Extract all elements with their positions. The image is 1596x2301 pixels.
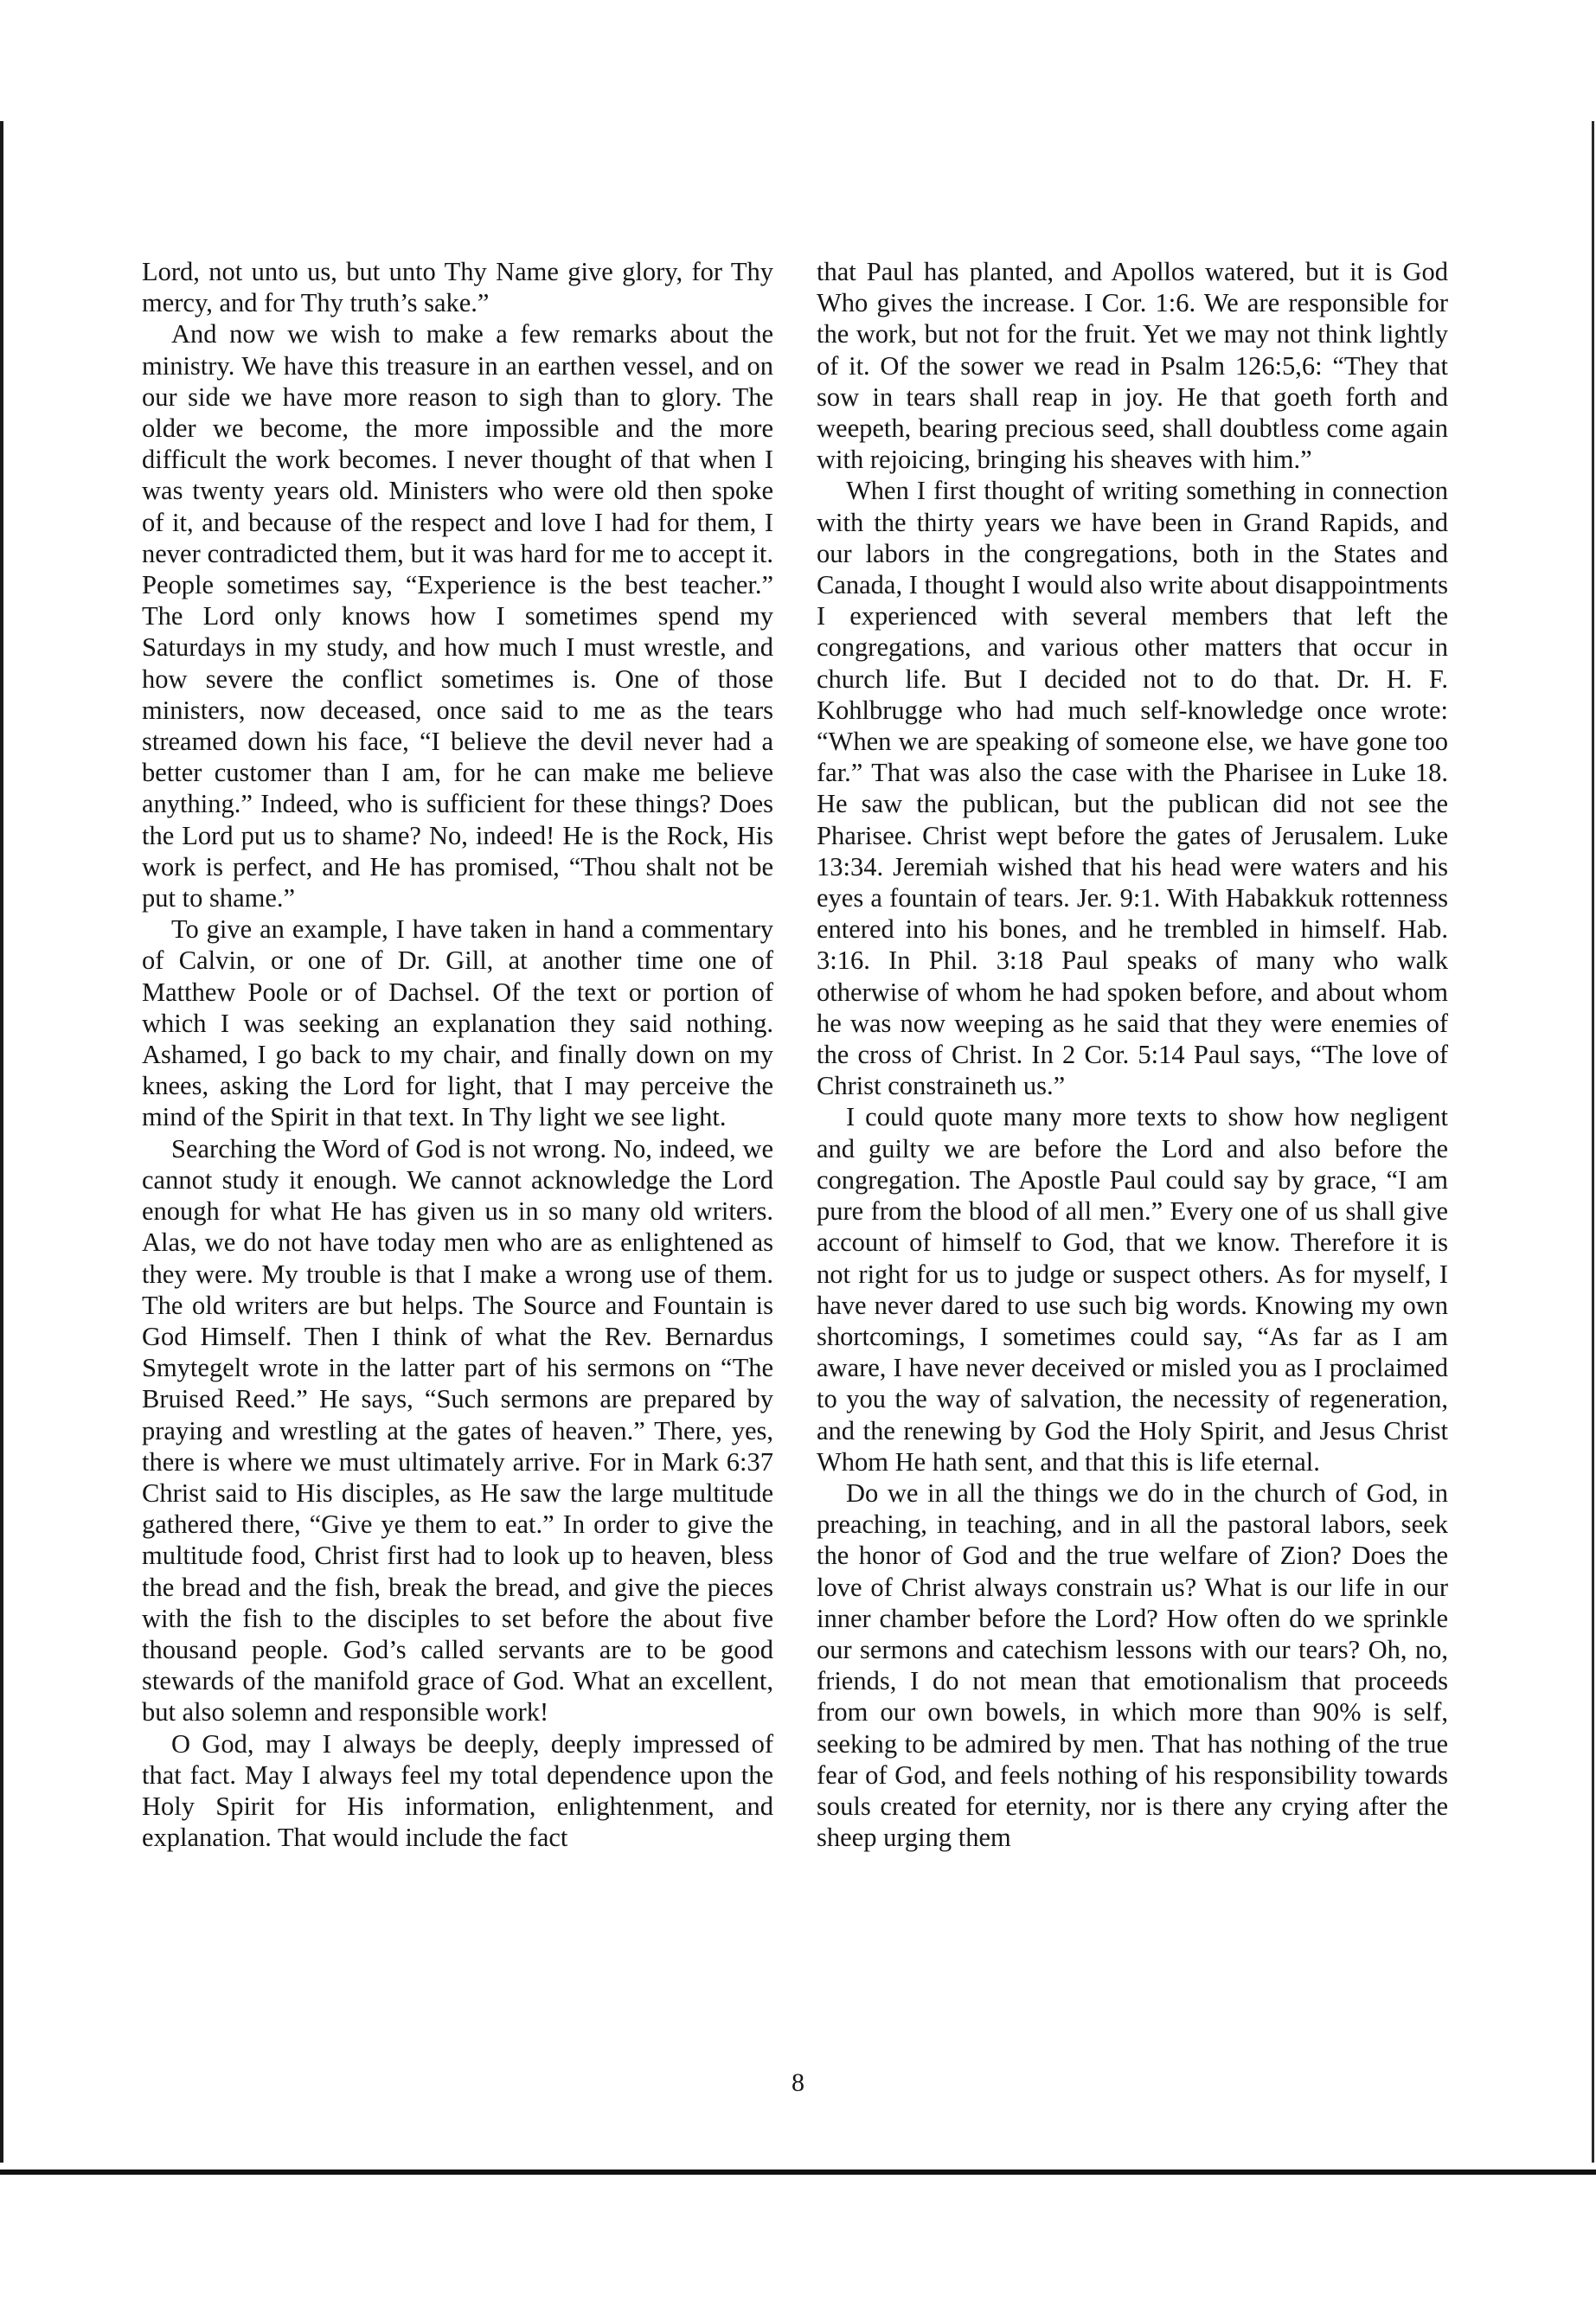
paragraph: Do we in all the things we do in the church of God, in preaching, in teaching, and in all the pastoral labors, seek the honor of God and the true welfare of Zion? Does the love of Christ always constrain us? What is our life in our inner chamber before the Lord? How often do we sprinkle our sermons and catechism lessons with our tears? Oh, no, friends, I do not mean that emotionalism that proceeds from our own bowels, in which more than 90% is self, seeking to be admired by men. That has nothing of the true fear of God, and feels nothing of his responsibility towards souls created for eternity, nor is there any crying after the sheep urging them [817, 1477, 1448, 1853]
left-column [142, 256, 773, 1853]
paragraph: O God, may I always be deeply, deeply impressed of that fact. May I always feel my total dependence upon the Holy Spirit for His information, enlightenment, and explanation. That would include the fact [142, 1728, 773, 1853]
paragraph: Lord, not unto us, but unto Thy Name give glory, for Thy mercy, and for Thy truth’s sake.” [142, 257, 773, 318]
right-column [817, 256, 1448, 1853]
paragraph: I could quote many more texts to show how negligent and guilty we are before the Lord and also before the congregation. The Apostle Paul could say by grace, “I am pure from the blood of all men.” Every one of us shall give account of himself to God, that we know. Therefore it is not right for us to judge or suspect others. As for myself, I have never dared to use such big words. Knowing my own shortcomings, I sometimes could say, “As far as I am aware, I have never deceived or misled you as I proclaimed to you the way of salvation, the necessity of regeneration, and the renewing by God the Holy Spirit, and Jesus Christ Whom He hath sent, and that this is life eternal. [817, 1102, 1448, 1477]
scan-edge-right [1592, 121, 1594, 2163]
scan-bottom-rule [0, 2170, 1596, 2175]
scan-edge-left [0, 121, 3, 2163]
page-number: 8 [792, 2068, 804, 2097]
paragraph: To give an example, I have taken in hand a commentary of Calvin, or one of Dr. Gill, at another time one of Matthew Poole or of Dachsel. Of the text or portion of which I was seeking an explanation they said nothing. Ashamed, I go back to my chair, and finally down on my knees, asking the Lord for light, that I may perceive the mind of the Spirit in that text. In Thy light we see light. [142, 914, 773, 1132]
paragraph: Searching the Word of God is not wrong. No, indeed, we cannot study it enough. We cannot acknowledge the Lord enough for what He has given us in so many old writers. Alas, we do not have today men who are as enlightened as they were. My trouble is that I make a wrong use of them. The old writers are but helps. The Source and Fountain is God Himself. Then I think of what the Rev. Bernardus Smytegelt wrote in the latter part of his sermons on “The Bruised Reed.” He says, “Such sermons are prepared by praying and wrestling at the gates of heaven.” There, yes, there is where we must ultimately arrive. For in Mark 6:37 Christ said to His disciples, as He saw the large multitude gathered there, “Give ye them to eat.” In order to give the multitude food, Christ first had to look up to heaven, bless the bread and the fish, break the bread, and give the pieces with the fish to the disciples to set before the about five thousand people. God’s called servants are to be good stewards of the manifold grace of God. What an excellent, but also solemn and responsible work! [142, 1133, 773, 1727]
paragraph: And now we wish to make a few remarks about the ministry. We have this treasure in an earthen vessel, and on our side we have more reason to sigh than to glory. The older we become, the more impossible and the more difficult the work becomes. I never thought of that when I was twenty years old. Ministers who were old then spoke of it, and because of the respect and love I had for them, I never contradicted them, but it was hard for me to accept it. People sometimes say, “Experience is the best teacher.” The Lord only knows how I sometimes spend my Saturdays in my study, and how much I must wrestle, and how severe the conflict sometimes is. One of those ministers, now deceased, once said to me as the tears streamed down his face, “I believe the devil never had a better customer than I am, for he can make me believe anything.” Indeed, who is sufficient for these things? Does the Lord put us to shame? No, indeed! He is the Rock, His work is perfect, and He has promised, “Thou shalt not be put to shame.” [142, 319, 773, 913]
paragraph: that Paul has planted, and Apollos watered, but it is God Who gives the increase. I Cor. 1:6. We are responsible for the work, but not for the fruit. Yet we may not think lightly of it. Of the sower we read in Psalm 126:5,6: “They that sow in tears shall reap in joy. He that goeth forth and weepeth, bearing precious seed, shall doubtless come again with rejoicing, bringing his sheaves with him.” [817, 257, 1448, 475]
paragraph: When I first thought of writing something in connection with the thirty years we have been in Grand Rapids, and our labors in the congregations, both in the States and Canada, I thought I would also write about disappointments I experienced with several members that left the congregations, and various other matters that occur in church life. But I decided not to do that. Dr. H. F. Kohlbrugge who had much self-knowledge once wrote: “When we are speaking of someone else, we have gone too far.” That was also the case with the Pharisee in Luke 18. He saw the publican, but the publican did not see the Pharisee. Christ wept before the gates of Jerusalem. Luke 13:34. Jeremiah wished that his head were waters and his eyes a fountain of tears. Jer. 9:1. With Habakkuk rottenness entered into his bones, and he trembled in himself. Hab. 3:16. In Phil. 3:18 Paul speaks of many who walk otherwise of whom he had spoken before, and about whom he was now weeping as he said that they were enemies of the cross of Christ. In 2 Cor. 5:14 Paul says, “The love of Christ constraineth us.” [817, 476, 1448, 1101]
